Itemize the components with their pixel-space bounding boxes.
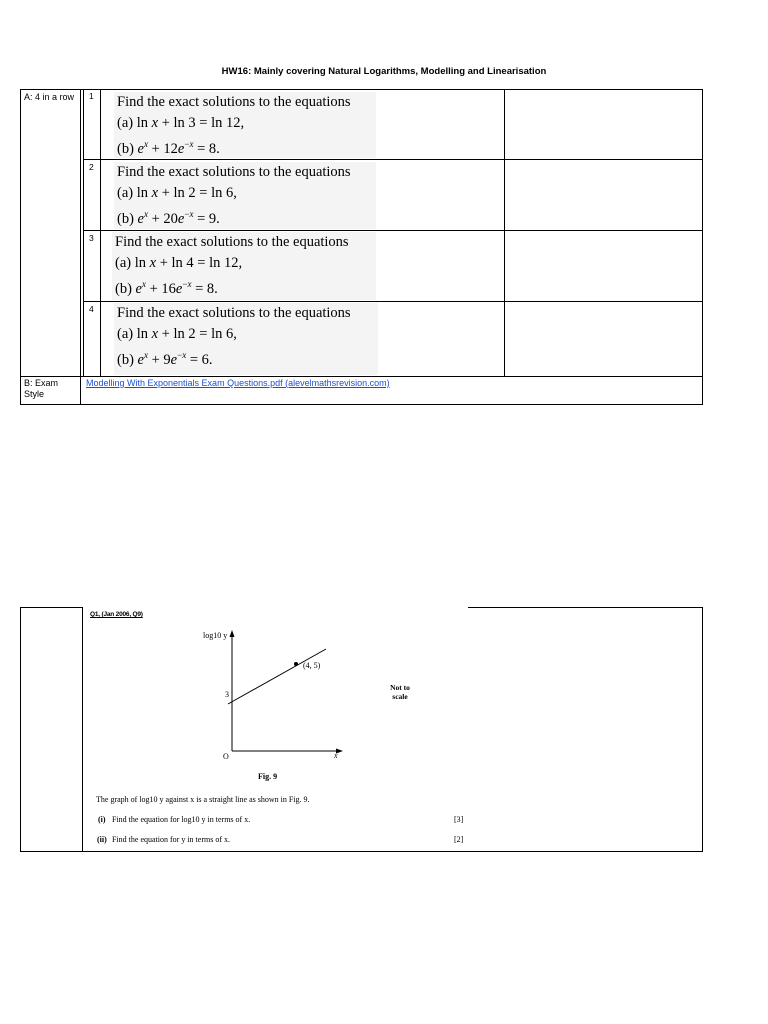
question-image [114, 162, 376, 229]
figure-caption: Fig. 9 [258, 772, 278, 781]
question-number: 3 [89, 233, 94, 243]
part-i-text: Find the equation for log10 y in terms of x. [112, 815, 251, 824]
question-stem: The graph of log10 y against x is a straight line as shown in Fig. 9. [96, 795, 310, 804]
exam-questions-link[interactable]: Modelling With Exponentials Exam Questions.pdf (alevelmathsrevision.com) [86, 378, 390, 388]
section-a-label: A: 4 in a row [24, 92, 75, 102]
y-axis-label: log10 y [203, 631, 228, 640]
part-i-label: (i) [98, 815, 106, 824]
section-b-label: B: Exam Style [24, 378, 59, 399]
part-i-marks: [3] [454, 815, 464, 824]
question-part-b: (b) $e^x + 20e^{-x} = 9$. [117, 209, 220, 227]
intercept-label: 3 [225, 690, 229, 699]
linear-log-graph [190, 625, 350, 765]
question-intro: Find the exact solutions to the equations [115, 234, 349, 250]
question-number: 2 [89, 162, 94, 172]
part-ii-marks: [2] [454, 835, 464, 844]
part-ii-text: Find the equation for y in terms of x. [112, 835, 230, 844]
question-part-a: (a) ln x + ln 2 = ln 6, [117, 185, 237, 201]
not-to-scale-note: Not to scale [390, 683, 410, 701]
question-intro: Find the exact solutions to the equations [117, 164, 351, 180]
question-image [112, 232, 376, 300]
question-intro: Find the exact solutions to the equations [117, 305, 351, 321]
part-ii-label: (ii) [97, 835, 107, 844]
question-intro: Find the exact solutions to the equations [117, 94, 351, 110]
question-part-b: (b) $e^x + 16e^{-x} = 8$. [115, 279, 218, 297]
exam-question-heading: Q1, (Jan 2006, Q9) [90, 611, 143, 618]
question-part-a: (a) ln x + ln 2 = ln 6, [117, 326, 237, 342]
origin-label: O [223, 752, 229, 761]
question-number: 1 [89, 91, 94, 101]
question-image [114, 92, 376, 158]
x-axis-label: x [334, 751, 338, 760]
point-label: (4, 5) [303, 661, 321, 670]
question-number: 4 [89, 304, 94, 314]
question-part-a: (a) ln x + ln 3 = ln 12, [117, 115, 245, 131]
question-part-a: (a) ln x + ln 4 = ln 12, [115, 255, 243, 271]
question-image [114, 303, 378, 375]
page-title: HW16: Mainly covering Natural Logarithms, Modelling and Linearisation [221, 66, 547, 77]
question-part-b: (b) $e^x + 9e^{-x} = 6$. [117, 350, 213, 368]
question-part-b: (b) $e^x + 12e^{-x} = 8$. [117, 139, 220, 157]
